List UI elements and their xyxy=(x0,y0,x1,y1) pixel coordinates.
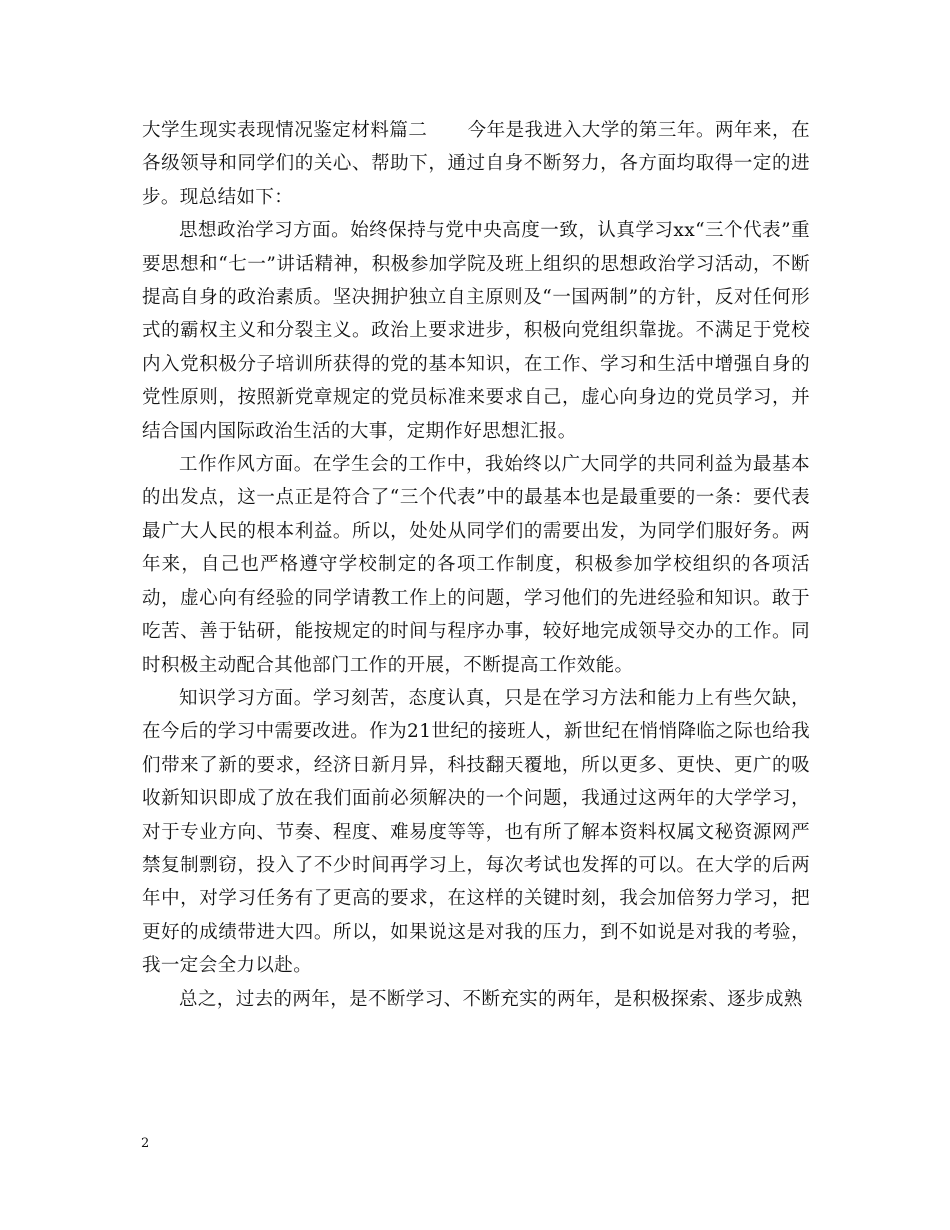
intro-paragraph xyxy=(142,114,810,214)
document-title: 大学生现实表现情况鉴定材料篇二 xyxy=(142,120,428,141)
paragraph-knowledge-study: 知识学习方面。学习刻苦，态度认真，只是在学习方法和能力上有些欠缺，在今后的学习中需要改进。作为21世纪的接班人，新世纪在悄悄降临之际也给我们带来了新的要求，经济日新月异，科技翻天覆地，所以更多、更快、更广的吸收新知识即成了放在我们面前必须解决的一个问题，我通过这两年的大学学习，对于专业方向、节奏、程度、难易度等等，也有所了解本资料权属文秘资源网严禁复制剽窃，投入了不少时间再学习上，每次考试也发挥的可以。在大学的后两年中，对学习任务有了更高的要求，在这样的关键时刻，我会加倍努力学习，把更好的成绩带进大四。所以，如果说这是对我的压力，到不如说是对我的考验，我一定会全力以赴。 xyxy=(142,687,810,977)
paragraph-summary: 总之，过去的两年，是不断学习、不断充实的两年，是积极探索、逐步成熟 xyxy=(179,988,803,1010)
document-body xyxy=(142,114,810,1016)
page-number: 2 xyxy=(141,1136,150,1151)
intro-text: 今年是我进入大学的第三年。两年来，在各级领导和同学们的关心、帮助下，通过自身不断努力，各方面均取得一定的进步。现总结如下： xyxy=(142,120,810,208)
paragraph-political-study: 思想政治学习方面。始终保持与党中央高度一致，认真学习xx“三个代表”重要思想和“七一”讲话精神，积极参加学院及班上组织的思想政治学习活动，不断提高自身的政治素质。坚决拥护独立自主原则及“一国两制”的方针，反对任何形式的霸权主义和分裂主义。政治上要求进步，积极向党组织靠拢。不满足于党校内入党积极分子培训所获得的党的基本知识，在工作、学习和生活中增强自身的党性原则，按照新党章规定的党员标准来要求自己，虚心向身边的党员学习，并结合国内国际政治生活的大事，定期作好思想汇报。 xyxy=(142,220,810,442)
paragraph-work-style: 工作作风方面。在学生会的工作中，我始终以广大同学的共同利益为最基本的出发点，这一点正是符合了“三个代表”中的最基本也是最重要的一条：要代表最广大人民的根本利益。所以，处处从同学们的需要出发，为同学们服好务。两年来，自己也严格遵守学校制定的各项工作制度，积极参加学校组织的各项活动，虚心向有经验的同学请教工作上的问题，学习他们的先进经验和知识。敢于吃苦、善于钻研，能按规定的时间与程序办事，较好地完成领导交办的工作。同时积极主动配合其他部门工作的开展，不断提高工作效能。 xyxy=(142,454,810,676)
